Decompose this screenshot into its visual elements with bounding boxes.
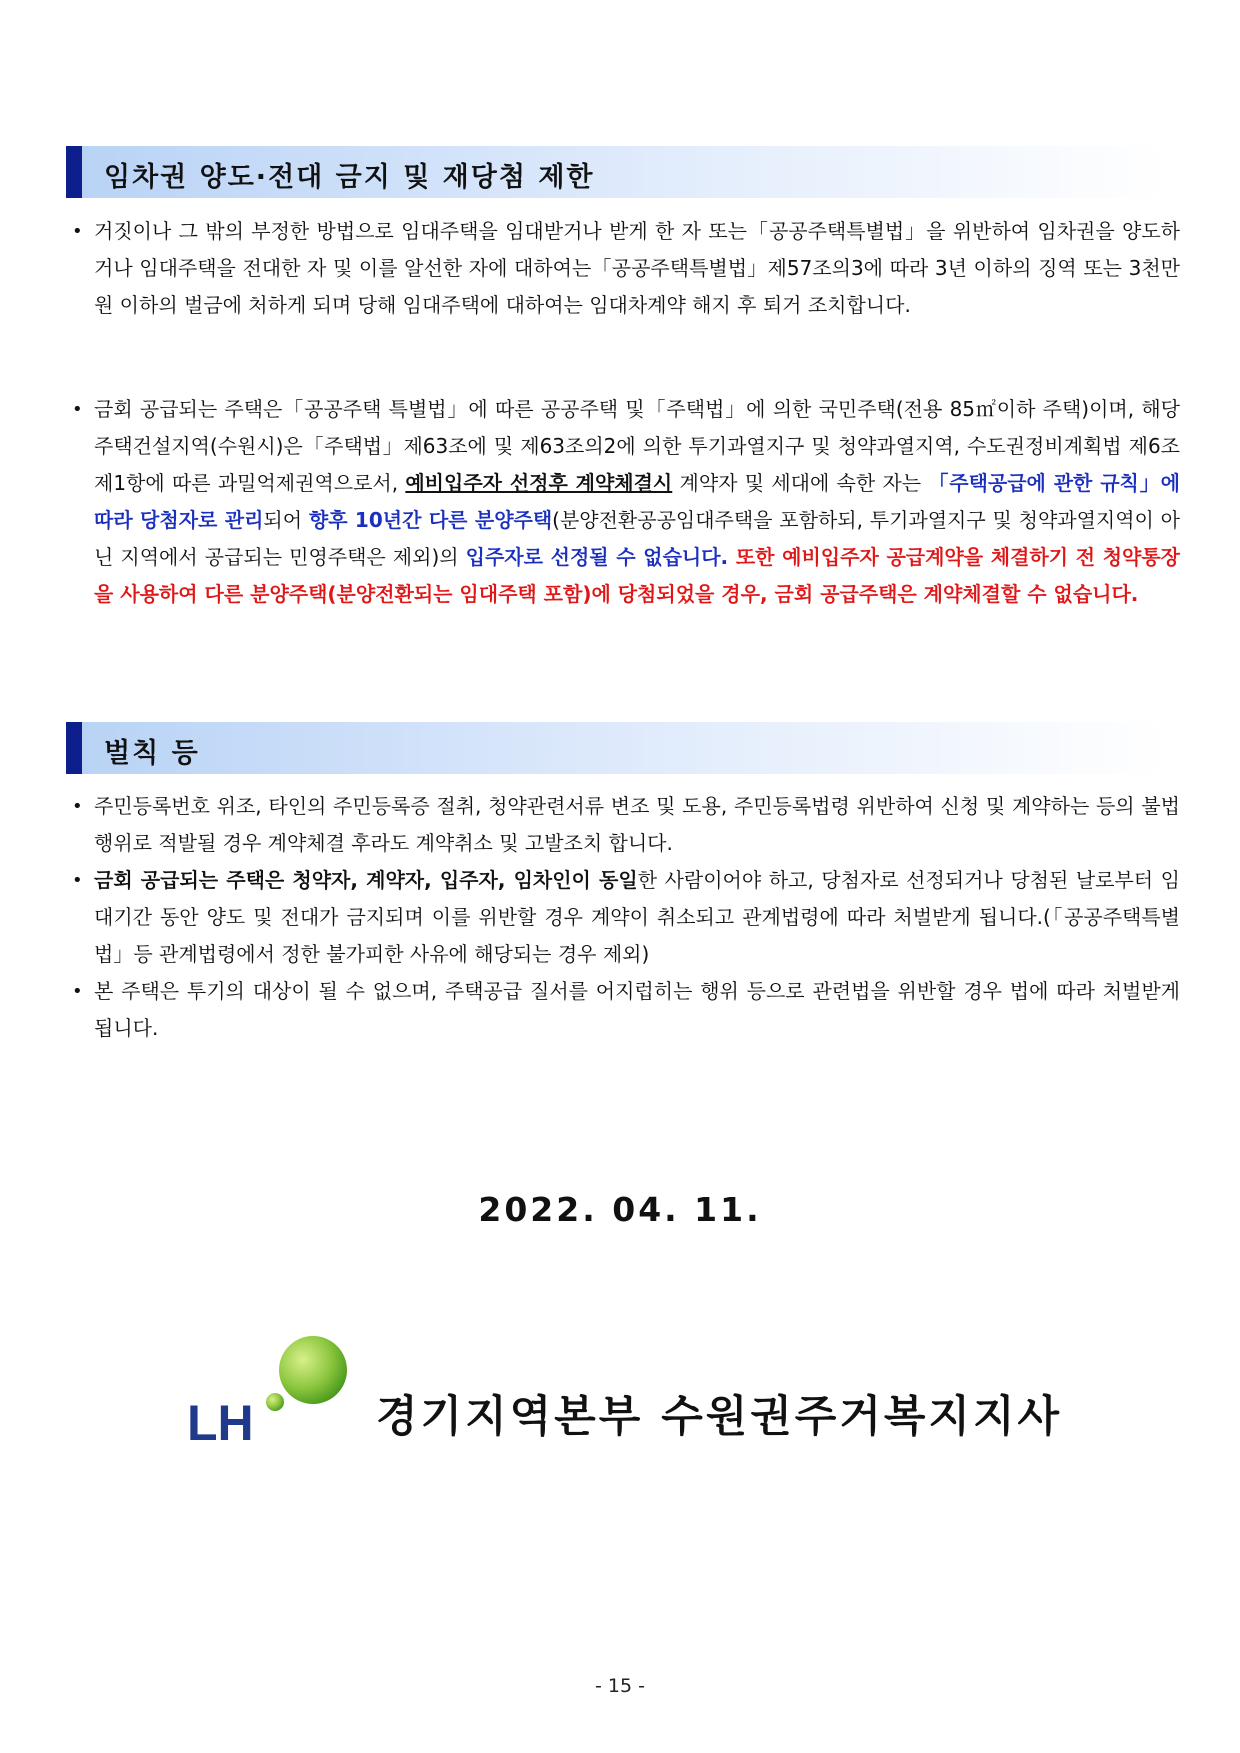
paragraph-text: 주민등록번호 위조, 타인의 주민등록증 절취, 청약관련서류 변조 및 도용, 주민등록법령 위반하여 신청 및 계약하는 등의 불법행위로 적발될 경우 계약체결 후라도 계약취소 및 고발조치 합니다. [94,794,1180,855]
paragraph-text: 금회 공급되는 주택은「공공주택 특별법」에 따른 공공주택 및「주택법」에 의한 국민주택(전용 85㎡이하 주택)이며, 해당 주택건설지역(수원시)은「주택법」제63조에 및 제63조의2에 의한 투기과열지구 및 청약과열지역, 수도권정비계획법 제6조제1항에 따른 과밀억제권역으로서, 예비입주자 선정후 계약체결시 계약자 및 세대에 속한 자는 「주택공급에 관한 규칙」에 따라 당첨자로 관리되어 향후 10년간 다른 분양주택(분양전환공공임대주택을 포함하되, 투기과열지구 및 청약과열지역이 아닌 지역에서 공급되는 민영주택은 제외)의 입주자로 선정될 수 없습니다. 또한 예비입주자 공급계약을 체결하기 전 청약통장을 사용하여 다른 분양주택(분양전환되는 임대주택 포함)에 당첨되었을 경우, 금회 공급주택은 계약체결할 수 없습니다. [94,397,1181,606]
bullet-icon: • [72,981,83,1002]
paragraph-rewin-restriction [72,391,1180,613]
section-header-penalties [66,722,1166,774]
paragraph-text: 본 주택은 투기의 대상이 될 수 없으며, 주택공급 질서를 어지럽히는 행위 등으로 관련법을 위반할 경우 법에 따라 처벌받게 됩니다. [94,979,1180,1040]
lh-logo-icon [185,1332,355,1444]
paragraph-illegal-acts [72,788,1180,862]
blue-emphasis: 입주자로 선정될 수 없습니다. [465,545,729,569]
bullet-icon: • [72,399,83,420]
blue-emphasis: 향후 10년간 다른 분양주택 [308,508,553,532]
red-emphasis: 또한 예비입주자 공급계약을 체결하기 전 청약통장을 사용하여 다른 분양주택(분양전환되는 임대주택 포함)에 당첨되었을 경우, 금회 공급주택은 계약체결할 수 없습니다. [94,545,1180,606]
underlined-text: 예비입주자 선정후 계약체결시 [405,471,673,495]
page-number: - 15 - [595,1675,645,1697]
bullet-icon: • [72,796,83,817]
blue-emphasis: 「주택공급에 관한 규칙」에 따라 당첨자로 관리 [94,471,1181,532]
bullet-icon: • [72,870,83,891]
bold-emphasis: 금회 공급되는 주택은 청약자, 계약자, 입주자, 임차인이 동일 [94,868,638,892]
document-date: 2022. 04. 11. [478,1190,762,1229]
section-title: 임차권 양도·전대 금지 및 재당첨 제한 [104,162,595,193]
organization-name: 경기지역본부 수원권주거복지지사 [376,1392,1063,1442]
section-header-lease-restriction [66,146,1166,198]
svg-text:LH: LH [187,1395,254,1444]
bullet-icon: • [72,221,83,242]
section-title: 벌칙 등 [104,738,200,769]
paragraph-text: 거짓이나 그 밖의 부정한 방법으로 임대주택을 임대받거나 받게 한 자 또는「공공주택특별법」을 위반하여 임차권을 양도하거나 임대주택을 전대한 자 및 이를 알선한 자에 대하여는「공공주택특별법」제57조의3에 따라 3년 이하의 징역 또는 3천만원 이하의 벌금에 처하게 되며 당해 임대주택에 대하여는 임대차계약 해지 후 퇴거 조치합니다. [94,219,1180,317]
paragraph-same-person [72,862,1180,973]
paragraph-text: 금회 공급되는 주택은 청약자, 계약자, 입주자, 임차인이 동일한 사람이어야 하고, 당첨자로 선정되거나 당첨된 날로부터 임대기간 동안 양도 및 전대가 금지되며 이를 위반할 경우 계약이 취소되고 관계법령에 따라 처벌받게 됩니다.(「공공주택특별법」등 관계법령에서 정한 불가피한 사유에 해당되는 경우 제외) [94,868,1181,966]
paragraph-lease-transfer [72,213,1180,324]
paragraph-speculation [72,973,1180,1047]
